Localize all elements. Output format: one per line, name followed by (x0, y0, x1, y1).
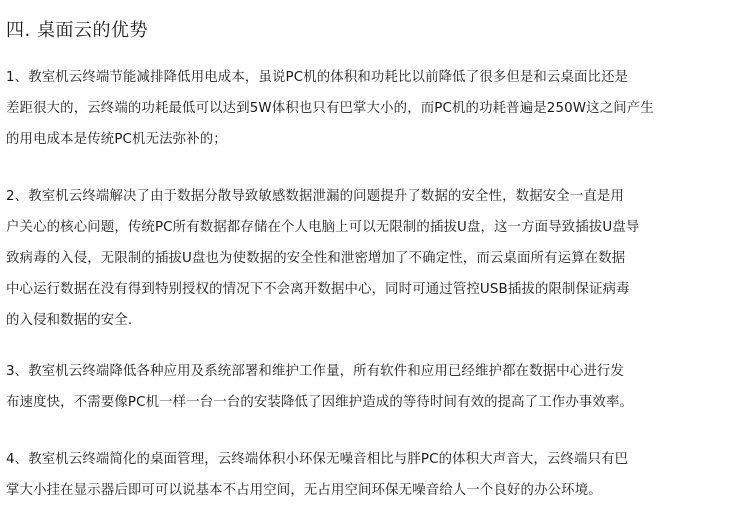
paragraph-3 (6, 356, 744, 418)
paragraph-line: 的入侵和数据的安全. (6, 313, 133, 328)
paragraph-4 (6, 444, 744, 506)
paragraph-line: 掌大小挂在显示器后即可可以说基本不占用空间，无占用空间环保无噪音给人一个良好的办公环境。 (6, 483, 602, 498)
paragraph-line: 差距很大的，云终端的功耗最低可以达到5W体积也只有巴掌大小的，而PC机的功耗普遍是250W这之间产生 (6, 101, 654, 116)
section-heading: 四. 桌面云的优势 (6, 20, 148, 41)
paragraph-line: 2、教室机云终端解决了由于数据分散导致敏感数据泄漏的问题提升了数据的安全性，数据安全一直是用 (6, 189, 624, 204)
paragraph-line: 致病毒的入侵，无限制的插拔U盘也为使数据的安全性和泄密增加了不确定性，而云桌面所有运算在数据 (6, 251, 626, 266)
paragraph-line: 1、教室机云终端节能减排降低用电成本，虽说PC机的体积和功耗比以前降低了很多但是和云桌面比还是 (6, 70, 629, 85)
paragraph-line: 4、教室机云终端简化的桌面管理，云终端体积小环保无噪音相比与胖PC的体积大声音大，云终端只有巴 (6, 452, 629, 467)
paragraph-line: 的用电成本是传统PC机无法弥补的； (6, 132, 227, 147)
paragraph-2 (6, 181, 744, 336)
paragraph-1 (6, 62, 744, 155)
paragraph-line: 中心运行数据在没有得到特别授权的情况下不会离开数据中心，同时可通过管控USB插拔的限制保证病毒 (6, 282, 630, 297)
paragraph-line: 户关心的核心问题，传统PC所有数据都存储在个人电脑上可以无限制的插拔U盘，这一方面导致插拔U盘导 (6, 220, 640, 235)
paragraph-line: 3、教室机云终端降低各种应用及系统部署和维护工作量，所有软件和应用已经维护都在数据中心进行发 (6, 364, 624, 379)
paragraph-line: 布速度快，不需要像PC机一样一台一台的安装降低了因维护造成的等待时间有效的提高了工作办事效率。 (6, 395, 634, 410)
